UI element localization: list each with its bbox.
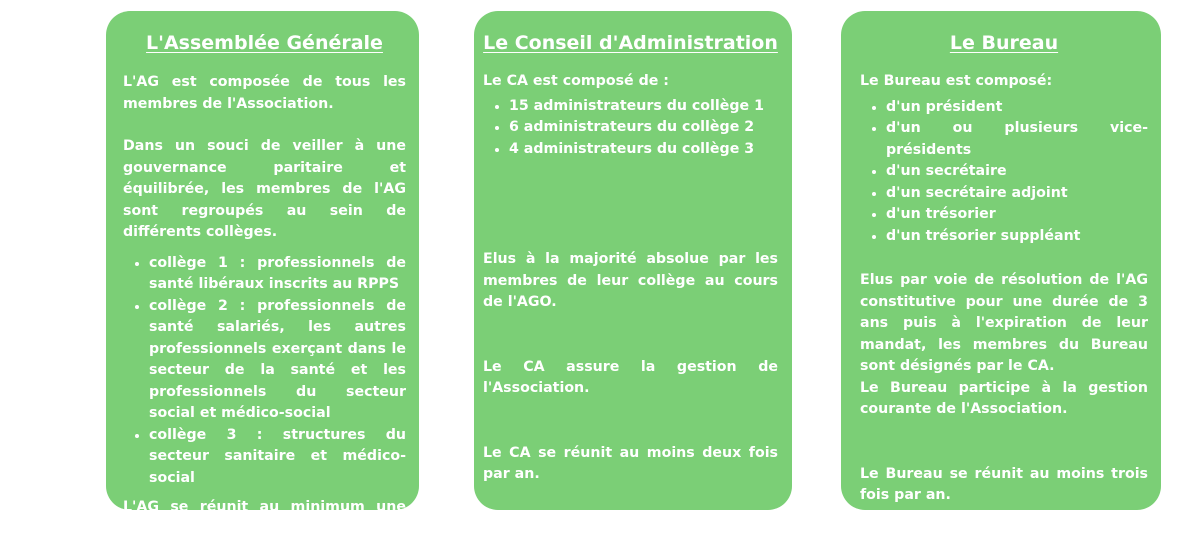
bureau-election: Elus par voie de résolution de l'AG constitutive pour une durée de 3 ans puis à l'expiration de leur mandat, les membres du Bureau sont désignés par le CA. (860, 272, 1148, 374)
conseil-intro: Le CA est composé de : (483, 73, 669, 89)
college-item-1: • collège 1 : professionnels de santé libéraux inscrits au RPPS (149, 253, 406, 296)
college-item-3: • collège 3 : structures du secteur sanitaire et médico-social (149, 425, 406, 490)
bureau-member-1: • d'un président (886, 97, 1148, 119)
colleges-list (123, 253, 406, 490)
assemblee-meeting: L'AG se réunit au minimum une fois par an. (123, 499, 406, 537)
conseil-administration-card (474, 11, 792, 510)
bureau-meeting: Le Bureau se réunit au moins trois fois par an. (860, 465, 1148, 503)
bureau-title: Le Bureau (949, 32, 1059, 54)
bureau-members-list (860, 97, 1148, 248)
assemblee-title: L'Assemblée Générale (146, 32, 383, 54)
conseil-election: Elus à la majorité absolue par les membres de leur collège au cours de l'AGO. (483, 251, 778, 310)
college-item-2: • collège 2 : professionnels de santé salariés, les autres professionnels exerçant dans le secteur de la santé et les professionnels du secteur social et médico-social (149, 296, 406, 425)
conseil-title: Le Conseil d'Administration (483, 32, 778, 54)
conseil-member-2: • 6 administrateurs du collège 2 (509, 117, 778, 139)
bureau-card (841, 11, 1161, 510)
bureau-member-2: • d'un ou plusieurs vice-présidents (886, 118, 1148, 161)
bureau-member-4: • d'un secrétaire adjoint (886, 183, 1148, 205)
assemblee-paragraph: Dans un souci de veiller à une gouvernance paritaire et équilibrée, les membres de l'AG sont regroupés au sein de différents collèges. (123, 138, 406, 240)
bureau-intro: Le Bureau est composé: (860, 73, 1053, 89)
conseil-member-1: • 15 administrateurs du collège 1 (509, 96, 778, 118)
conseil-member-3: • 4 administrateurs du collège 3 (509, 139, 778, 161)
bureau-member-5: • d'un trésorier (886, 204, 1148, 226)
assemblee-intro: L'AG est composée de tous les membres de l'Association. (123, 74, 406, 112)
conseil-management: Le CA assure la gestion de l'Association. (483, 358, 778, 396)
bureau-member-6: • d'un trésorier suppléant (886, 226, 1148, 248)
bureau-role: Le Bureau participe à la gestion courante de l'Association. (860, 379, 1148, 417)
conseil-meeting: Le CA se réunit au moins deux fois par an. (483, 444, 778, 482)
assemblee-generale-card (106, 11, 419, 537)
bureau-member-3: • d'un secrétaire (886, 161, 1148, 183)
conseil-members-list (483, 96, 778, 161)
